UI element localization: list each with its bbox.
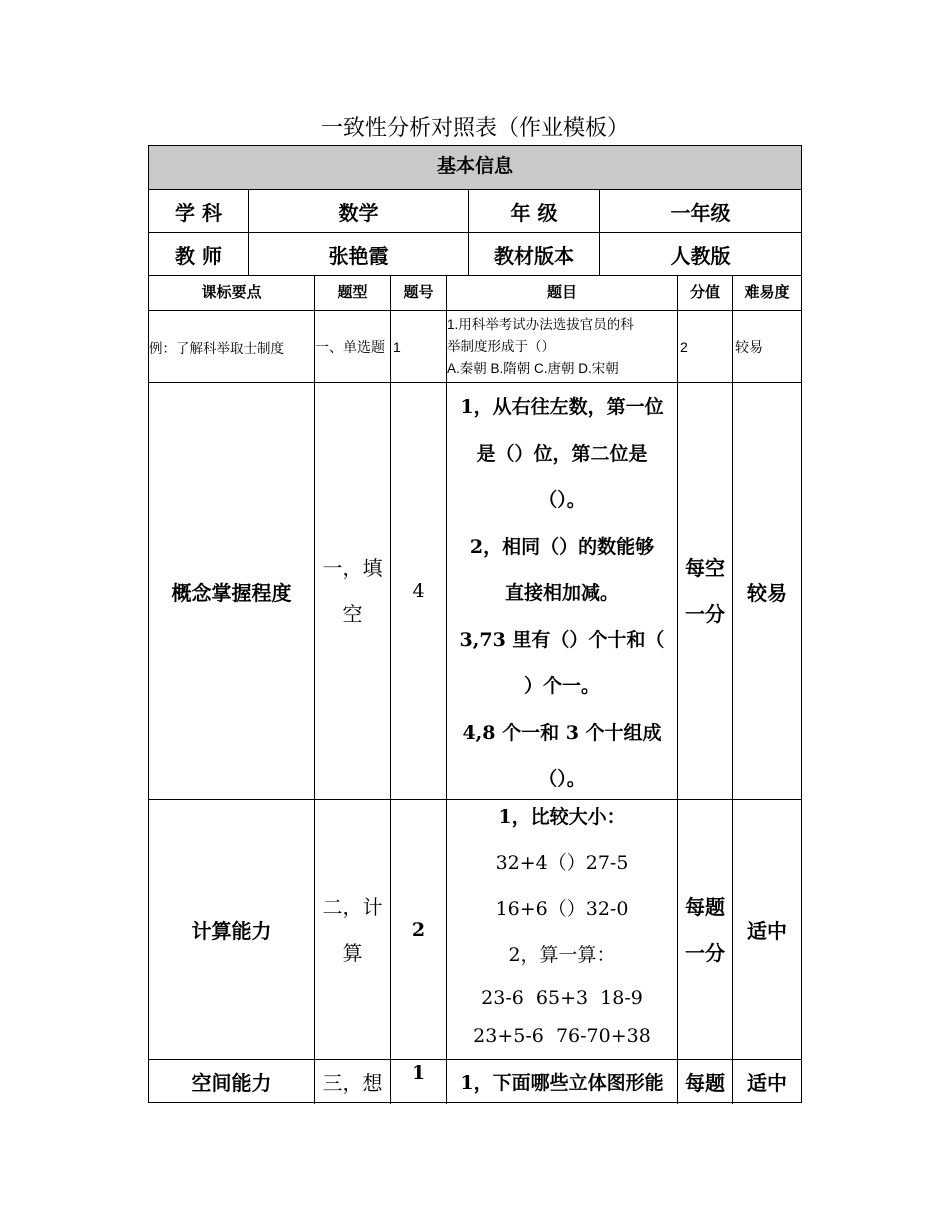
- column-header-type: 题型: [337, 282, 368, 301]
- row-type-line: 算: [342, 940, 363, 965]
- subject-value: 数学: [338, 200, 379, 225]
- row-score-line: 每题: [685, 894, 725, 919]
- question-line: 直接相加减。: [504, 582, 619, 604]
- grade-value: 一年级: [670, 200, 731, 225]
- question-line: 4,8 个一和 3 个十组成: [462, 721, 662, 744]
- row-difficulty: 较易: [747, 580, 787, 605]
- question-line: 3,73 里有（）个十和（: [459, 628, 665, 651]
- row-number: 2: [411, 918, 426, 941]
- row-difficulty: 适中: [747, 1070, 787, 1095]
- question-line: （）。: [538, 768, 586, 790]
- row-question: [447, 383, 677, 799]
- basic-info-header: 基本信息: [436, 154, 513, 177]
- subject-label: 学 科: [175, 200, 222, 225]
- analysis-table: [148, 145, 802, 1103]
- page-title: 一致性分析对照表（作业模板）: [320, 116, 629, 141]
- row-type-line: 二，计: [322, 894, 383, 919]
- grade-label: 年 级: [510, 200, 558, 225]
- question-line: 2，相同（）的数能够: [469, 535, 655, 558]
- column-header-standard: 课标要点: [201, 282, 262, 301]
- teacher-value: 张艳霞: [328, 243, 389, 268]
- example-standard-text: 例：了解科举取士制度: [149, 340, 284, 356]
- row-score-line: 一分: [685, 602, 725, 626]
- row-number: 1: [411, 1062, 426, 1084]
- edition-value: 人教版: [670, 243, 731, 268]
- question-line: 23+5-6 76-70+38: [473, 1025, 651, 1047]
- example-standard: [149, 311, 314, 382]
- row-score-line: 一分: [685, 940, 725, 965]
- row-score: [678, 383, 732, 799]
- question-line: 1，从右往左数，第一位: [460, 396, 664, 418]
- row-type: [315, 800, 390, 1059]
- example-question: [447, 311, 677, 382]
- row-standard: 空间能力: [191, 1070, 272, 1095]
- column-header-score: 分值: [689, 282, 720, 301]
- row-type: 三，想: [322, 1070, 383, 1095]
- row-standard: 概念掌握程度: [171, 580, 292, 605]
- row-standard: 计算能力: [191, 919, 272, 943]
- example-difficulty: 较易: [735, 338, 763, 355]
- row-question: [447, 800, 677, 1059]
- row-type-line: 一，填: [322, 556, 383, 580]
- question-line: ）个一。: [523, 675, 600, 697]
- row-type: [315, 383, 390, 799]
- question-line: 32+4（）27-5: [495, 852, 629, 874]
- question-line: 是（）位，第二位是: [476, 442, 648, 465]
- row-difficulty: 适中: [747, 919, 787, 943]
- edition-label: 教材版本: [494, 243, 574, 268]
- teacher-label: 教 师: [175, 243, 222, 268]
- row-number: 4: [412, 580, 425, 602]
- example-question-line: A.秦朝 B.隋朝 C.唐朝 D.宋朝: [447, 360, 619, 376]
- question-line: 16+6（）32-0: [495, 898, 629, 920]
- row-type-line: 空: [342, 602, 363, 626]
- row-score: 每题: [685, 1070, 725, 1095]
- example-type: 一、单选题: [315, 338, 385, 355]
- row-question: 1，下面哪些立体图形能: [460, 1071, 664, 1094]
- example-question-line: 举制度形成于（）: [447, 338, 555, 354]
- row-score-line: 每空: [685, 556, 725, 580]
- column-header-difficulty: 难易度: [744, 282, 790, 301]
- row-score: [678, 800, 732, 1059]
- question-line: （）。: [538, 489, 586, 511]
- column-header-number: 题号: [403, 282, 434, 301]
- example-question-line: 1.用科举考试办法选拔官员的科: [447, 316, 634, 332]
- question-line: 1，比较大小：: [498, 806, 626, 828]
- question-line: 23-6 65+3 18-9: [481, 987, 643, 1009]
- question-line: 2，算一算：: [508, 944, 616, 966]
- example-score: 2: [680, 338, 688, 355]
- column-header-question: 题目: [546, 282, 577, 301]
- example-number: 1: [393, 338, 401, 355]
